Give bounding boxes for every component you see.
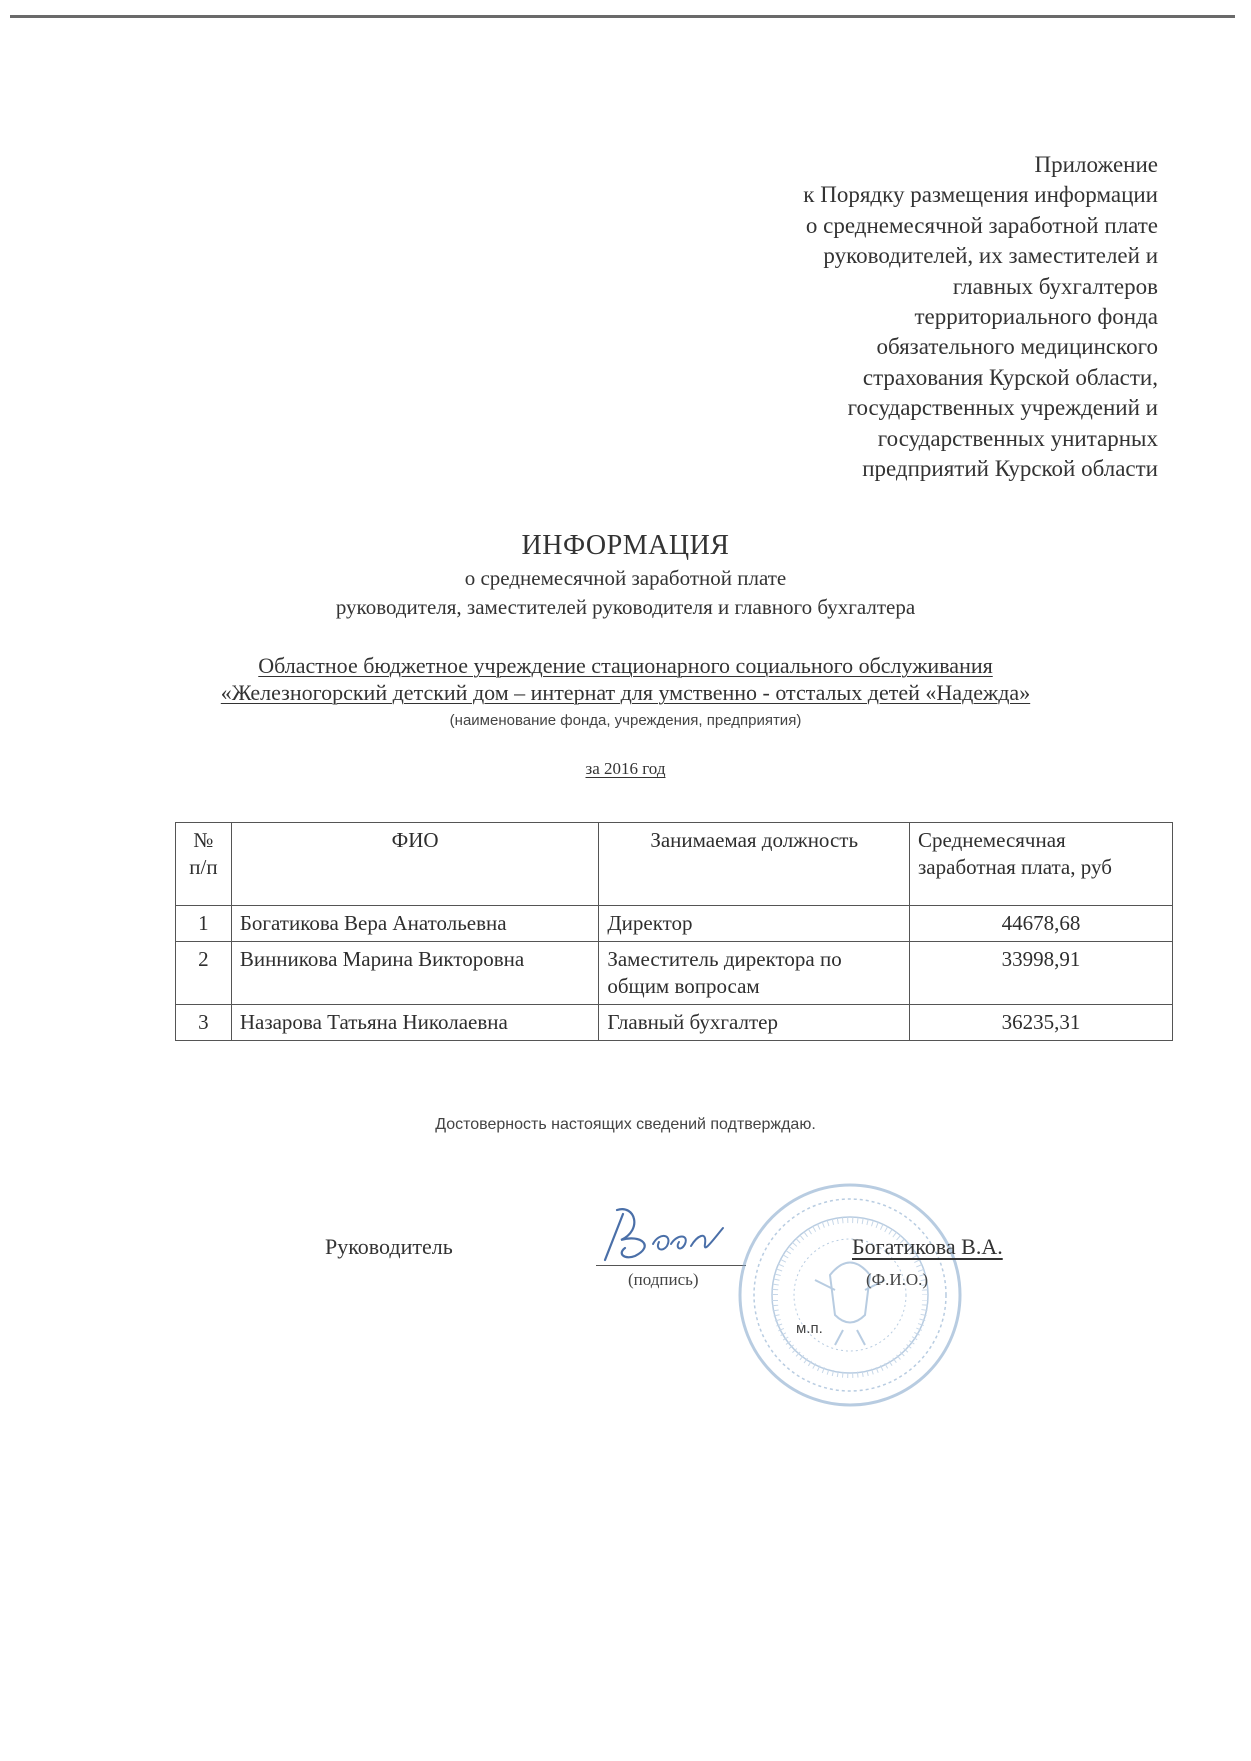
- employee-position: Заместитель директора по общим вопросам: [599, 942, 910, 1005]
- employee-name: Богатикова Вера Анатольевна: [231, 906, 599, 942]
- employee-salary: 36235,31: [910, 1005, 1173, 1041]
- document-title: ИНФОРМАЦИЯ: [521, 530, 730, 561]
- row-number: 1: [176, 906, 232, 942]
- appendix-line: главных бухгалтеров: [952, 273, 1158, 299]
- signer-name-text: Богатикова В.А.: [852, 1234, 1003, 1259]
- appendix-line: государственных учреждений и: [847, 395, 1158, 421]
- employee-name: Винникова Марина Викторовна: [231, 942, 599, 1005]
- organization-name: [0, 653, 1251, 679]
- report-period: [0, 759, 1251, 779]
- signer-role: Руководитель: [325, 1234, 453, 1259]
- signature-line: [596, 1265, 746, 1266]
- appendix-line: предприятий Курской области: [862, 456, 1158, 482]
- signer-name: [852, 1234, 1003, 1260]
- confirmation-statement: Достоверность настоящих сведений подтверждаю.: [435, 1116, 816, 1133]
- document-subtitle: о среднемесячной заработной плате: [464, 566, 787, 590]
- appendix-line: государственных унитарных: [877, 425, 1158, 451]
- organization-name: [0, 680, 1251, 706]
- column-header: Занимаемая должность: [599, 823, 910, 906]
- signature-caption: (подпись): [628, 1270, 699, 1289]
- top-rule: [10, 15, 1235, 18]
- row-number: 2: [176, 942, 232, 1005]
- salary-table: [175, 822, 1173, 1041]
- column-header: ФИО: [231, 823, 599, 906]
- employee-position: Директор: [599, 906, 910, 942]
- appendix-line: к Порядку размещения информации: [803, 182, 1158, 208]
- name-caption: (Ф.И.О.): [866, 1270, 929, 1289]
- table-header-row: [176, 823, 1173, 906]
- row-number: 3: [176, 1005, 232, 1041]
- employee-salary: 44678,68: [910, 906, 1173, 942]
- organization-line: Областное бюджетное учреждение стационарного социального обслуживания: [258, 653, 993, 678]
- table-row: [176, 1005, 1173, 1041]
- appendix-block: [638, 150, 1158, 484]
- appendix-line: обязательного медицинского: [876, 334, 1158, 360]
- appendix-line: Приложение: [1034, 152, 1158, 177]
- appendix-line: о среднемесячной заработной плате: [805, 212, 1158, 238]
- handwritten-signature: [595, 1200, 745, 1270]
- organization-line: «Железногорский детский дом – интернат для умственно - отсталых детей «Надежда»: [220, 680, 1031, 705]
- organization-caption: (наименование фонда, учреждения, предприятия): [449, 712, 802, 729]
- column-header: Среднемесячная заработная плата, руб: [910, 823, 1173, 906]
- appendix-line: руководителей, их заместителей и: [823, 243, 1158, 269]
- document-subtitle: руководителя, заместителей руководителя и главного бухгалтера: [335, 595, 916, 619]
- employee-position: Главный бухгалтер: [599, 1005, 910, 1041]
- table-row: [176, 906, 1173, 942]
- seal-place-label: м.п.: [796, 1320, 823, 1337]
- column-header: № п/п: [176, 823, 232, 906]
- appendix-line: страхования Курской области,: [862, 364, 1158, 390]
- official-seal-stamp: [735, 1180, 965, 1410]
- report-period-text: за 2016 год: [585, 759, 666, 778]
- employee-salary: 33998,91: [910, 942, 1173, 1005]
- table-row: [176, 942, 1173, 1005]
- employee-name: Назарова Татьяна Николаевна: [231, 1005, 599, 1041]
- appendix-line: территориального фонда: [914, 304, 1158, 330]
